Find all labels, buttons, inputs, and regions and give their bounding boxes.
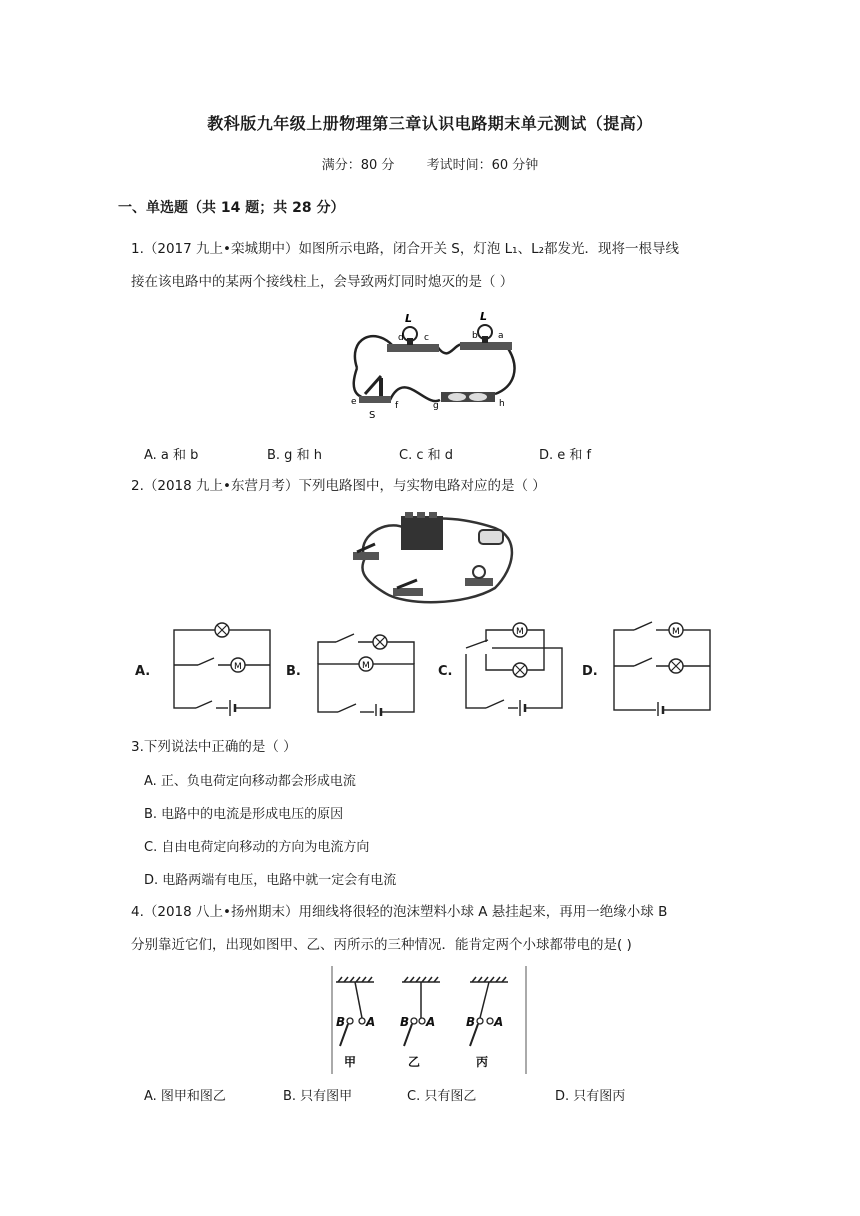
q3-option-b[interactable]: B. 电路中的电流是形成电压的原因 <box>144 807 344 822</box>
q4-option-d[interactable]: D. 只有图丙 <box>555 1089 626 1104</box>
q4-option-a[interactable]: A. 图甲和图乙 <box>144 1089 226 1104</box>
svg-text:h: h <box>499 399 505 409</box>
q2-physical-circuit-figure <box>345 508 520 608</box>
q3-stem: 3.下列说法中正确的是（ ） <box>131 739 297 755</box>
q4-fig-label-yi: 乙 <box>408 1055 421 1069</box>
exam-meta <box>0 154 860 173</box>
q2-option-b[interactable]: B. <box>286 664 301 679</box>
svg-text:M: M <box>672 627 680 637</box>
svg-text:L: L <box>480 310 488 323</box>
svg-text:S: S <box>369 410 376 420</box>
q2-circuit-d <box>608 620 718 716</box>
svg-text:b: b <box>472 331 478 341</box>
svg-text:M: M <box>362 661 370 671</box>
svg-text:A: A <box>426 1015 436 1029</box>
q4-charged-balls-figure <box>330 966 530 1074</box>
q4-option-c[interactable]: C. 只有图乙 <box>407 1089 477 1104</box>
q3-option-a[interactable]: A. 正、负电荷定向移动都会形成电流 <box>144 774 356 789</box>
full-score: 满分：80 分 <box>321 158 395 173</box>
svg-text:c: c <box>424 333 429 343</box>
svg-text:a: a <box>498 331 504 341</box>
svg-text:e: e <box>351 397 357 407</box>
svg-text:B: B <box>336 1015 346 1029</box>
q4-stem-line2: 分别靠近它们，出现如图甲、乙、丙所示的三种情况．能肯定两个小球都带电的是( ) <box>131 937 632 953</box>
q1-option-b[interactable]: B. g 和 h <box>267 448 322 463</box>
q1-stem-line2: 接在该电路中的某两个接线柱上，会导致两灯同时熄灭的是（ ） <box>131 274 514 290</box>
q4-fig-label-jia: 甲 <box>344 1055 357 1069</box>
q4-fig-label-bing: 丙 <box>476 1055 489 1069</box>
q2-option-c[interactable]: C. <box>438 664 453 679</box>
q3-option-c[interactable]: C. 自由电荷定向移动的方向为电流方向 <box>144 840 370 855</box>
svg-text:A: A <box>494 1015 504 1029</box>
svg-text:B: B <box>466 1015 476 1029</box>
q2-stem: 2.（2018 九上•东营月考）下列电路图中，与实物电路对应的是（ ） <box>131 478 546 494</box>
svg-text:M: M <box>516 627 524 637</box>
svg-text:M: M <box>234 662 242 672</box>
svg-text:f: f <box>395 401 399 411</box>
svg-text:A: A <box>366 1015 376 1029</box>
q2-circuit-b <box>312 620 422 716</box>
q2-option-d[interactable]: D. <box>582 664 598 679</box>
q1-stem-line1: 1.（2017 九上•栾城期中）如图所示电路，闭合开关 S，灯泡 L₁、L₂都发光．现将一根导线 <box>131 241 680 257</box>
q2-option-a[interactable]: A. <box>135 664 151 679</box>
q3-option-d[interactable]: D. 电路两端有电压，电路中就一定会有电流 <box>144 873 397 888</box>
svg-text:B: B <box>400 1015 410 1029</box>
svg-text:g: g <box>433 401 439 411</box>
q1-circuit-figure <box>345 308 520 420</box>
svg-text:d: d <box>398 333 404 343</box>
q2-circuit-a <box>168 620 276 716</box>
q1-option-a[interactable]: A. a 和 b <box>144 448 199 463</box>
exam-time: 考试时间：60 分钟 <box>426 158 539 173</box>
q4-option-b[interactable]: B. 只有图甲 <box>283 1089 353 1104</box>
q4-stem-line1: 4.（2018 八上•扬州期末）用细线将很轻的泡沫塑料小球 A 悬挂起来，再用一绝缘小球 B <box>131 904 668 920</box>
svg-text:L: L <box>405 312 413 325</box>
section-heading: 一、单选题（共 14 题；共 28 分） <box>118 200 345 216</box>
q2-circuit-c <box>460 620 570 716</box>
q1-option-d[interactable]: D. e 和 f <box>539 448 592 463</box>
q1-option-c[interactable]: C. c 和 d <box>399 448 454 463</box>
document-title: 教科版九年级上册物理第三章认识电路期末单元测试（提高） <box>207 114 653 133</box>
